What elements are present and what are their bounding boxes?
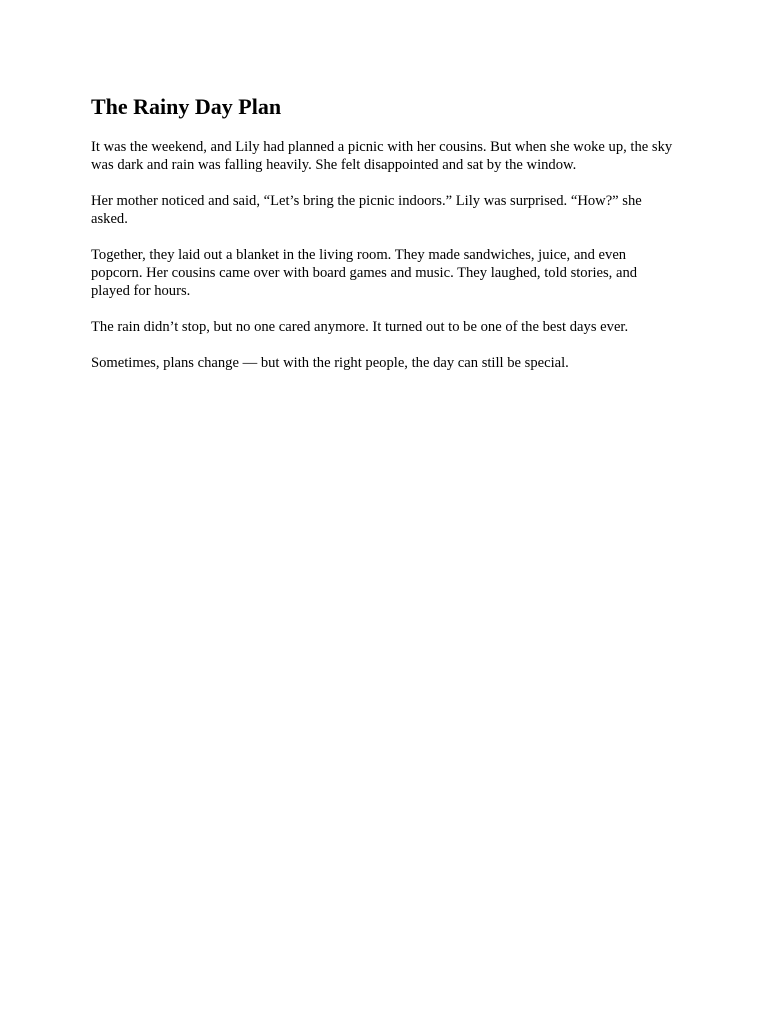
paragraph: Together, they laid out a blanket in the living room. They made sandwiches, juice, and even popcorn. Her cousins came over with board games and music. They laughed, told stories, and played for hours. — [91, 247, 638, 299]
paragraph: The rain didn’t stop, but no one cared anymore. It turned out to be one of the best days ever. — [91, 319, 629, 335]
page-title: The Rainy Day Plan — [91, 94, 282, 119]
paragraph: Sometimes, plans change — but with the right people, the day can still be special. — [91, 355, 569, 371]
document-page — [91, 93, 675, 390]
paragraph: It was the weekend, and Lily had planned a picnic with her cousins. But when she woke up, the sky was dark and rain was falling heavily. She felt disappointed and sat by the window. — [91, 139, 673, 173]
paragraph: Her mother noticed and said, “Let’s bring the picnic indoors.” Lily was surprised. “How?” she asked. — [91, 193, 642, 227]
